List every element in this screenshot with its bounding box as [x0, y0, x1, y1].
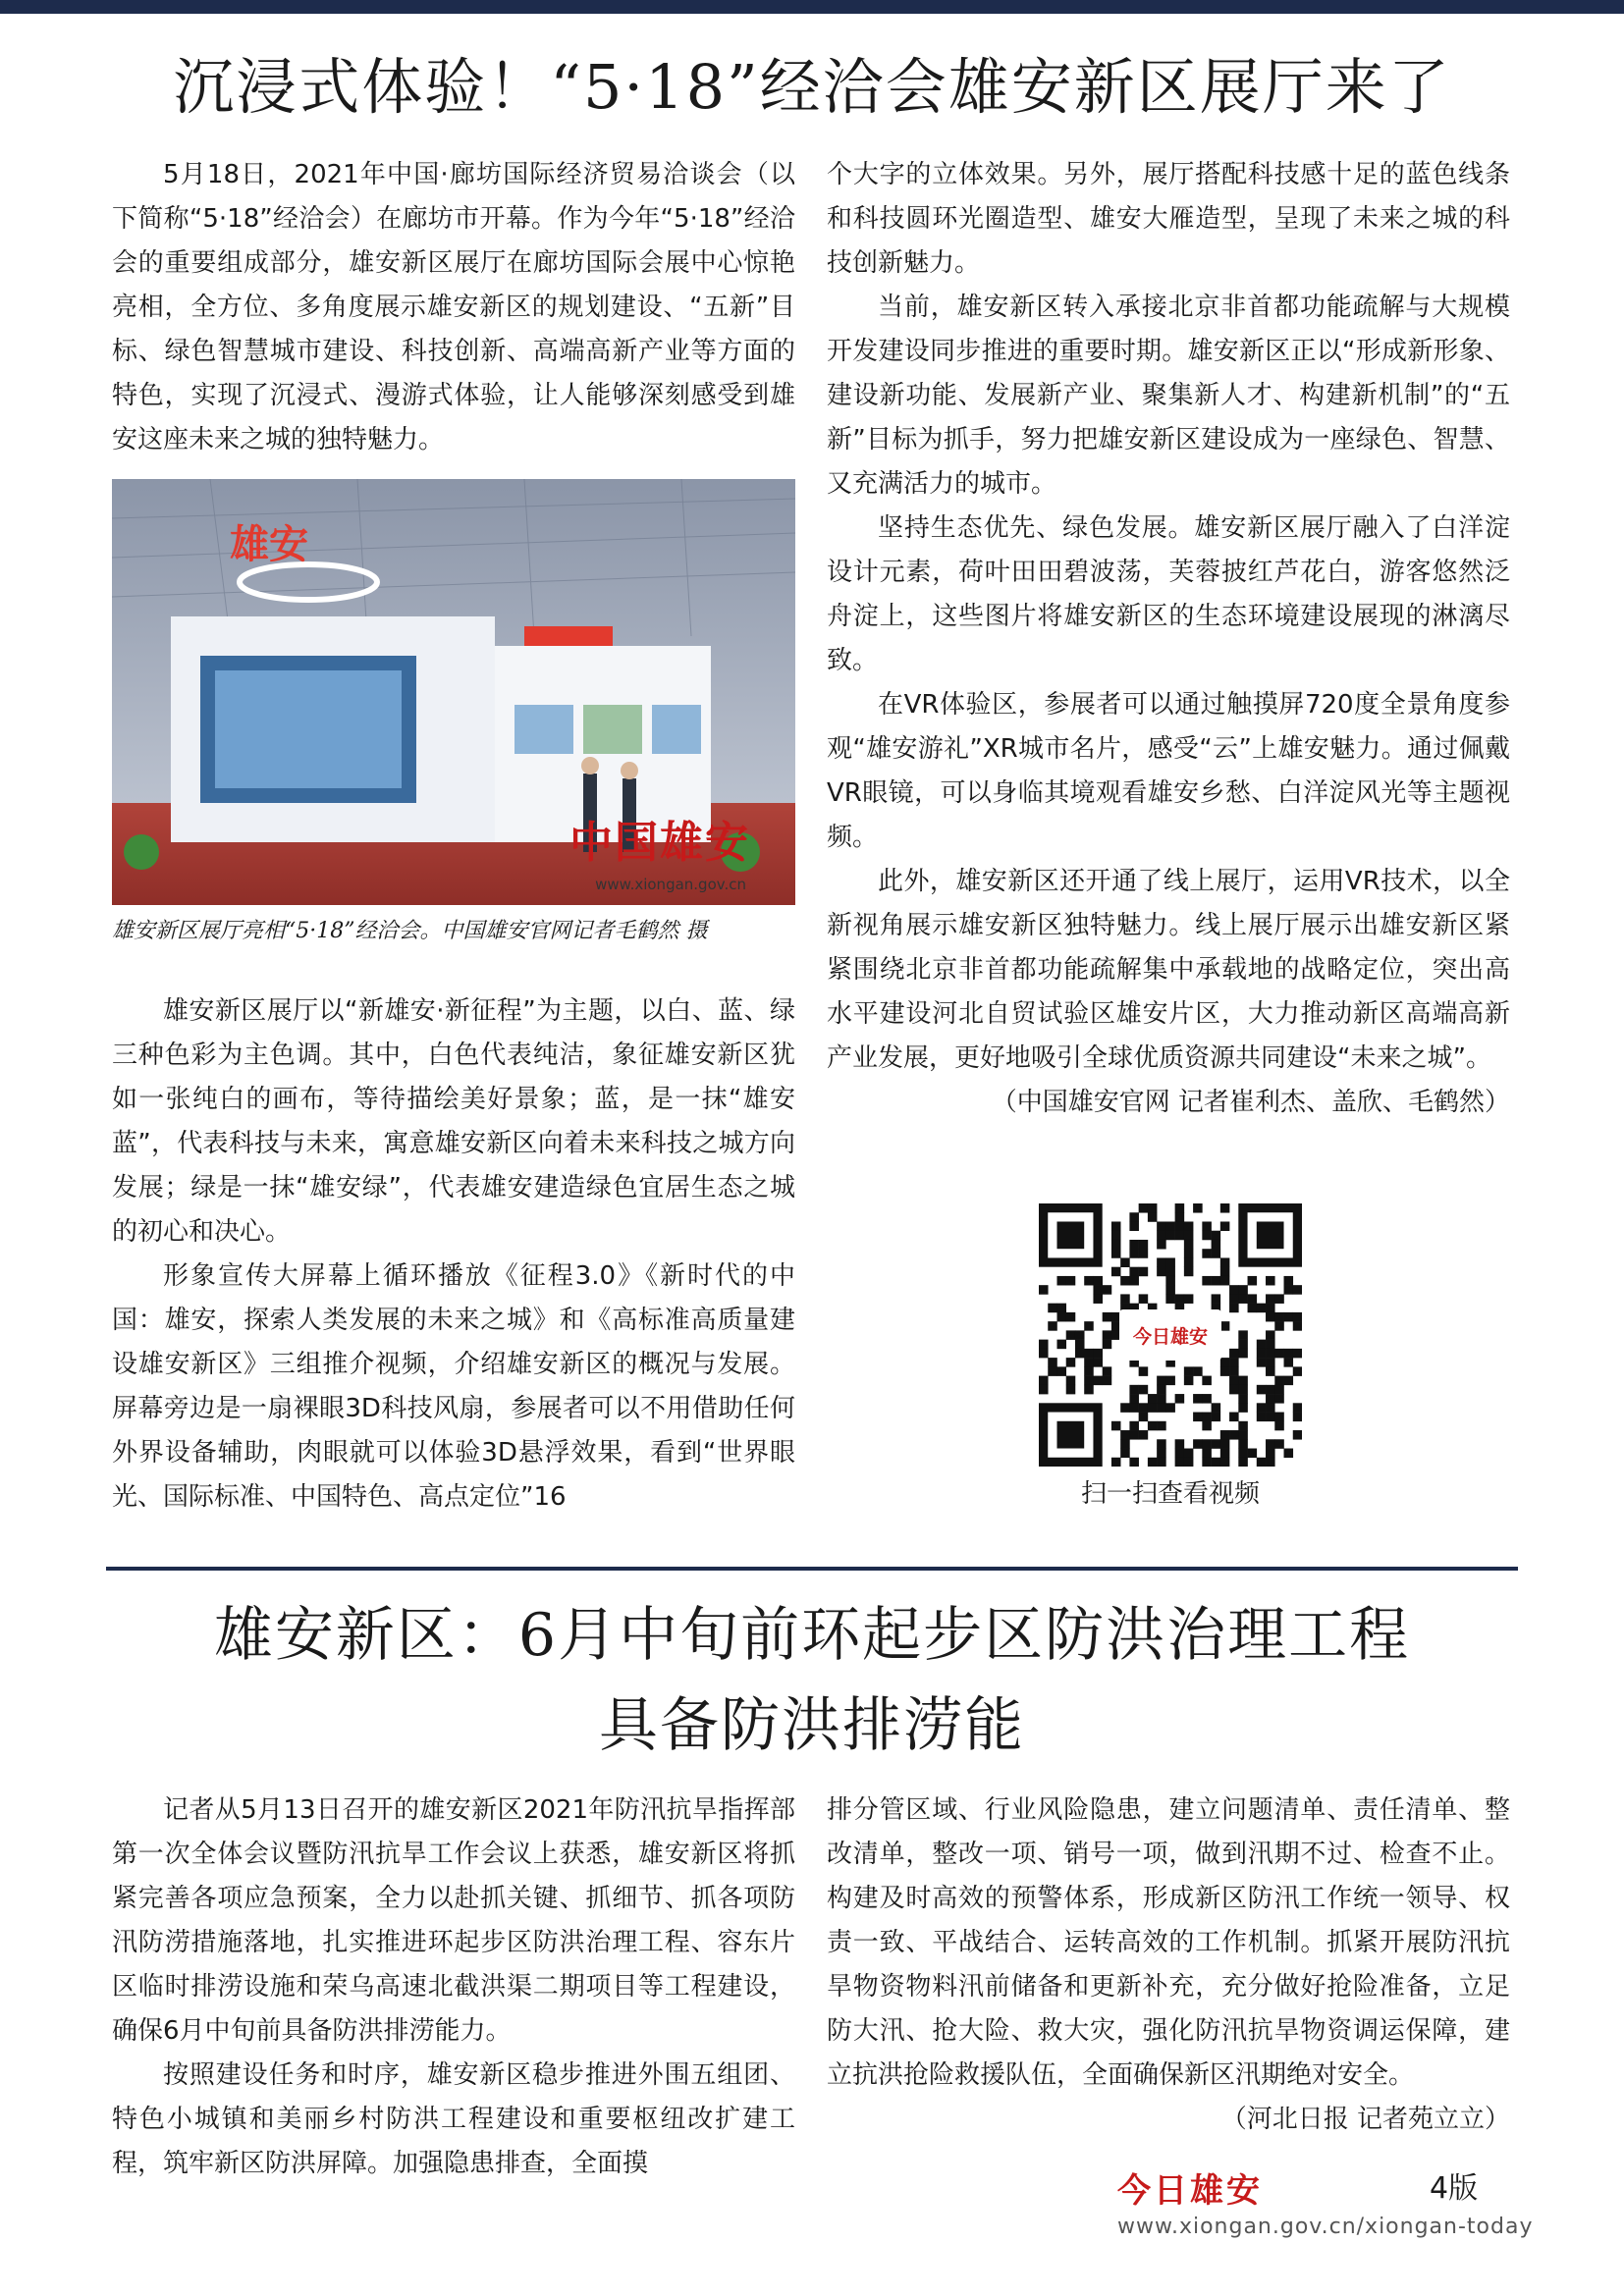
article1-paragraph — [827, 860, 1510, 1117]
footer-brand-logo: 今日雄安 — [1117, 2171, 1263, 2211]
article1-last-paragraph-text: 此外，雄安新区还开通了线上展厅，运用VR技术，以全新视角展示雄安新区独特魅力。线上展厅展示出雄安新区紧紧围绕北京非首都功能疏解集中承载地的战略定位，突出高水平建设河北自贸试验区雄安片区，大力推动新区高端高新产业发展，更好地吸引全球优质资源共同建设“未来之城”。 — [827, 867, 1510, 1073]
article1-paragraph: 坚持生态优先、绿色发展。雄安新区展厅融入了白洋淀设计元素，荷叶田田碧波荡，芙蓉披红芦花白，游客悠然泛舟淀上，这些图片将雄安新区的生态环境建设展现的淋漓尽致。 — [827, 513, 1510, 675]
qr-center-logo: 今日雄安 — [1119, 1309, 1221, 1361]
article1-paragraph: 当前，雄安新区转入承接北京非首都功能疏解与大规模开发建设同步推进的重要时期。雄安新区正以“形成新形象、建设新功能、发展新产业、聚集新人才、构建新机制”的“五新”目标为抓手，努力把雄安新区建设成为一座绿色、智慧、又充满活力的城市。 — [827, 293, 1510, 499]
article1-left-column-top — [112, 153, 795, 462]
footer-url[interactable]: www.xiongan.gov.cn/xiongan-today — [1117, 2215, 1534, 2239]
article1-right-column — [827, 153, 1510, 1125]
article2-continuation-text: 排分管区域、行业风险隐患，建立问题清单、责任清单、整改清单，整改一项、销号一项，做到汛期不过、检查不止。构建及时高效的预警体系，形成新区防汛工作统一领导、权责一致、平战结合、运转高效的工作机制。抓紧开展防汛抗旱物资物料汛前储备和更新补充，充分做好抢险准备，立足防大汛、抢大险、救大灾，强化防汛抗旱物资调运保障，建立抗洪抢险救援队伍，全面确保新区汛期绝对安全。 — [827, 1795, 1510, 2090]
photo-watermark-url: www.xiongan.gov.cn — [595, 876, 746, 893]
qr-caption: 扫一扫查看视频 — [1080, 1479, 1260, 1509]
article2-left-column — [112, 1789, 795, 2186]
section-divider — [106, 1567, 1518, 1571]
article2-paragraph: 记者从5月13日召开的雄安新区2021年防汛抗旱指挥部第一次全体会议暨防汛抗旱工作会议上获悉，雄安新区将抓紧完善各项应急预案，全力以赴抓关键、抓细节、抓各项防汛防涝措施落地，扎实推进环起步区防洪治理工程、容东片区临时排涝设施和荣乌高速北截洪渠二期项目等工程建设，确保6月中旬前具备防洪排涝能力。 — [112, 1795, 795, 2046]
article2-byline: （河北日报 记者苑立立） — [1220, 2105, 1510, 2134]
article1-paragraph: 在VR体验区，参展者可以通过触摸屏720度全景角度参观“雄安游礼”XR城市名片，感受“云”上雄安魅力。通过佩戴VR眼镜，可以身临其境观看雄安乡愁、白洋淀风光等主题视频。 — [827, 690, 1510, 852]
svg-text:雄安: 雄安 — [230, 522, 308, 567]
article2-title-line1: 雄安新区：6月中旬前环起步区防洪治理工程 — [213, 1601, 1411, 1670]
article1-paragraph: 形象宣传大屏幕上循环播放《征程3.0》《新时代的中国：雄安，探索人类发展的未来之城》和《高标准高质量建设雄安新区》三组推介视频，介绍雄安新区的概况与发展。屏幕旁边是一扇裸眼3D科技风扇，参展者可以不用借助任何外界设备辅助，肉眼就可以体验3D悬浮效果，看到“世界眼光、国际标准、中国特色、高点定位”16 — [112, 1261, 795, 1512]
article1-left-column-bottom — [112, 989, 795, 1520]
article1-title: 沉浸式体验！“5·18”经洽会雄安新区展厅来了 — [173, 51, 1451, 123]
footer-page-number: 4版 — [1430, 2171, 1479, 2206]
article1-byline: （中国雄安官网 记者崔利杰、盖欣、毛鹤然） — [991, 1088, 1510, 1117]
article1-paragraph: 5月18日，2021年中国·廊坊国际经济贸易洽谈会（以下简称“5·18”经洽会）在廊坊市开幕。作为今年“5·18”经洽会的重要组成部分，雄安新区展厅在廊坊国际会展中心惊艳亮相，全方位、多角度展示雄安新区的规划建设、“五新”目标、绿色智慧城市建设、科技创新、高端高新产业等方面的特色，实现了沉浸式、漫游式体验，让人能够深刻感受到雄安这座未来之城的独特魅力。 — [112, 160, 795, 454]
article1-paragraph: 雄安新区展厅以“新雄安·新征程”为主题，以白、蓝、绿三种色彩为主色调。其中，白色代表纯洁，象征雄安新区犹如一张纯白的画布，等待描绘美好景象；蓝，是一抹“雄安蓝”，代表科技与未来，寓意雄安新区向着未来科技之城方向发展；绿是一抹“雄安绿”，代表雄安建造绿色宜居生态之城的初心和决心。 — [112, 996, 795, 1247]
article2-title-line2: 具备防洪排涝能 — [599, 1691, 1025, 1760]
article2-paragraph: 按照建设任务和时序，雄安新区稳步推进外围五组团、特色小城镇和美丽乡村防洪工程建设和重要枢纽改扩建工程，筑牢新区防洪屏障。加强隐患排查，全面摸 — [112, 2060, 795, 2178]
top-bar — [0, 0, 1624, 14]
photo-caption: 雄安新区展厅亮相“5·18”经洽会。中国雄安官网记者毛鹤然 摄 — [112, 919, 708, 943]
article2-paragraph-continuation — [827, 1789, 1510, 2134]
qr-code[interactable] — [1039, 1203, 1302, 1467]
exhibition-photo — [112, 479, 795, 905]
article1-paragraph-continuation: 个大字的立体效果。另外，展厅搭配科技感十足的蓝色线条和科技圆环光圈造型、雄安大雁造型，呈现了未来之城的科技创新魅力。 — [827, 160, 1510, 278]
photo-watermark-logo: 中国雄安 — [569, 818, 750, 868]
article2-right-column — [827, 1789, 1510, 2142]
